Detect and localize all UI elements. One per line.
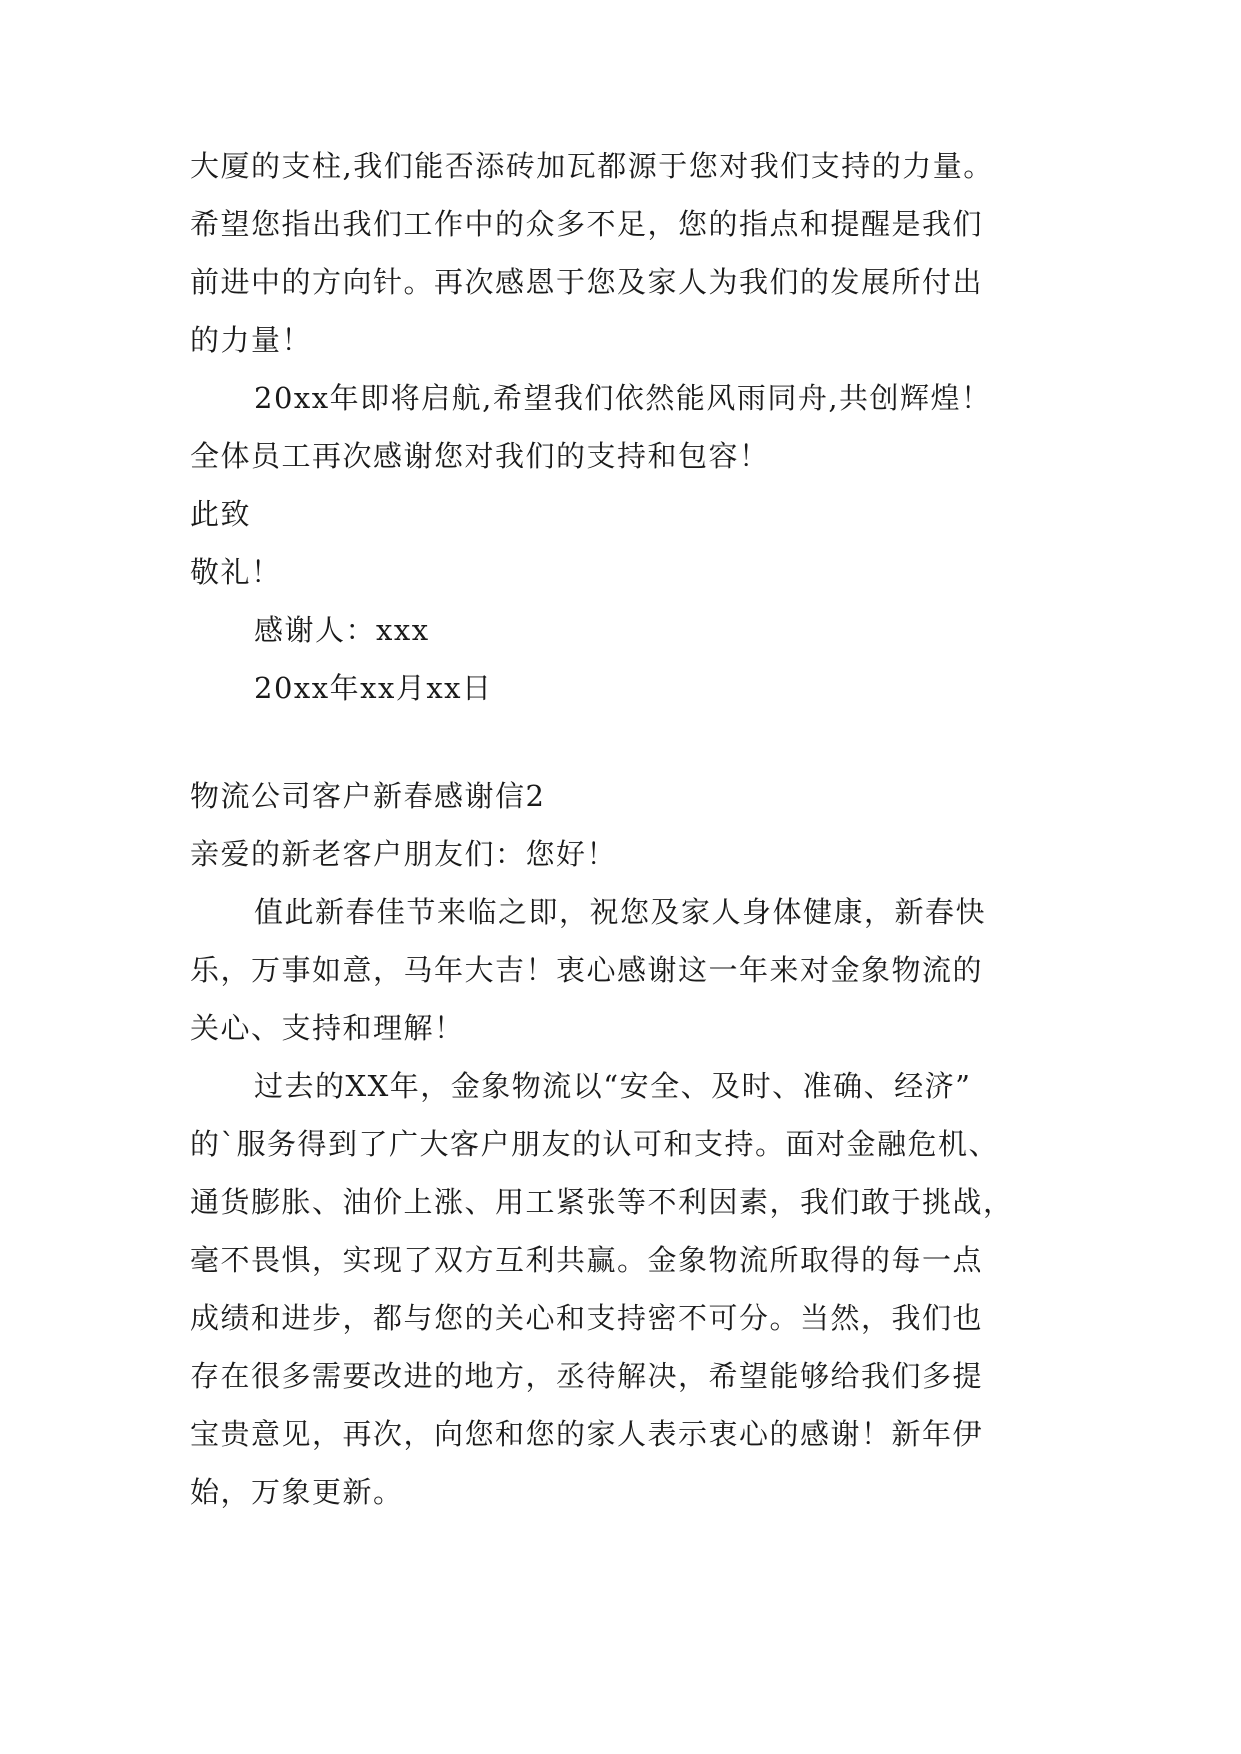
text-line: 乐，万事如意，马年大吉！衷心感谢这一年来对金象物流的 xyxy=(190,953,984,987)
text-line: 存在很多需要改进的地方，丞待解决，希望能够给我们多提 xyxy=(190,1359,984,1393)
text-line: 希望您指出我们工作中的众多不足，您的指点和提醒是我们 xyxy=(190,207,984,241)
text-line: 值此新春佳节来临之即，祝您及家人身体健康，新春快 xyxy=(254,895,987,929)
text-line: 大厦的支柱,我们能否添砖加瓦都源于您对我们支持的力量。 xyxy=(190,149,994,183)
text-line: 通货膨胀、油价上涨、用工紧张等不利因素，我们敢于挑战， xyxy=(190,1185,1014,1219)
letter-title: 物流公司客户新春感谢信2 xyxy=(190,779,546,813)
closing-salutation: 敬礼！ xyxy=(190,555,282,589)
text-line: 过去的XX年，金象物流以“安全、及时、准确、经济” xyxy=(254,1069,972,1103)
text-line: 始，万象更新。 xyxy=(190,1475,404,1509)
signature-name: 感谢人：xxx xyxy=(254,613,430,647)
letter-greeting: 亲爱的新老客户朋友们：您好！ xyxy=(190,837,618,871)
signature-date: 20xx年xx月xx日 xyxy=(254,671,493,705)
text-line: 的力量！ xyxy=(190,323,313,357)
text-line: 的`服务得到了广大客户朋友的认可和支持。面对金融危机、 xyxy=(190,1127,1000,1161)
text-line: 毫不畏惧，实现了双方互利共赢。金象物流所取得的每一点 xyxy=(190,1243,984,1277)
text-line: 前进中的方向针。再次感恩于您及家人为我们的发展所付出 xyxy=(190,265,984,299)
text-line: 成绩和进步，都与您的关心和支持密不可分。当然，我们也 xyxy=(190,1301,984,1335)
text-line: 全体员工再次感谢您对我们的支持和包容！ xyxy=(190,439,770,473)
text-line: 20xx年即将启航,希望我们依然能风雨同舟,共创辉煌！ xyxy=(254,381,992,415)
text-line: 宝贵意见，再次，向您和您的家人表示衷心的感谢！新年伊 xyxy=(190,1417,984,1451)
closing-salutation: 此致 xyxy=(190,497,252,531)
text-line: 关心、支持和理解！ xyxy=(190,1011,465,1045)
